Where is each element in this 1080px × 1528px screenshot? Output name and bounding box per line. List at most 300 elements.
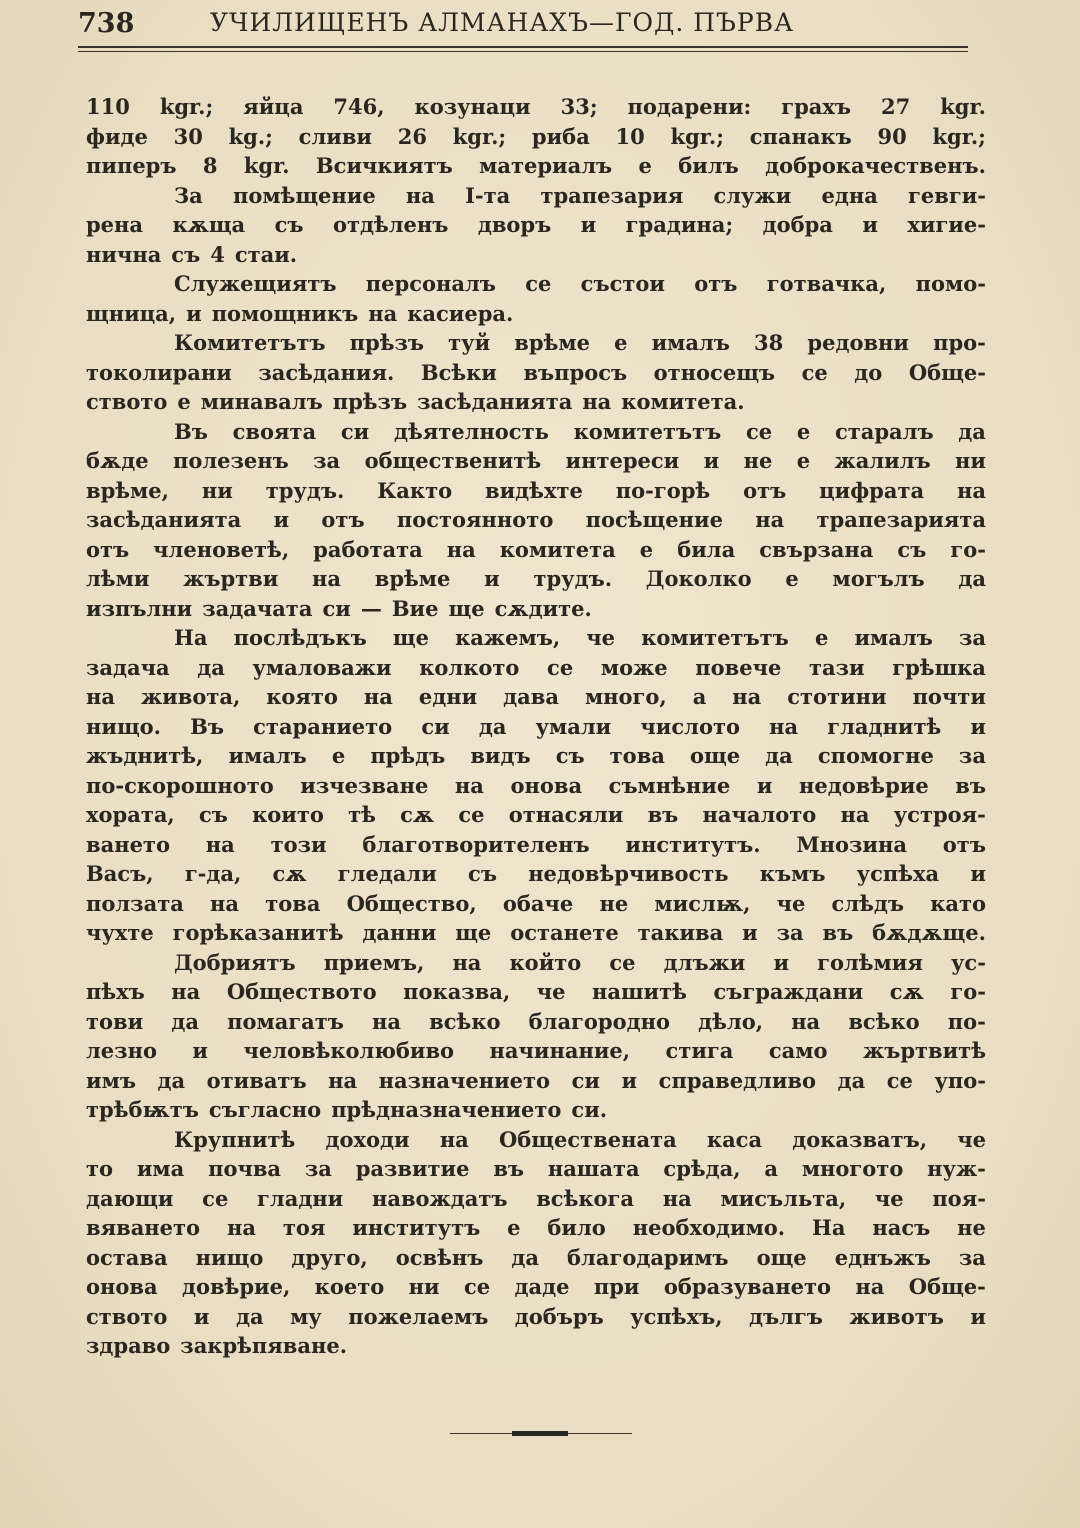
word: които <box>252 802 324 827</box>
word: щница, <box>86 300 177 326</box>
word: ще <box>392 625 429 650</box>
word: гладни <box>257 1185 344 1211</box>
word: и <box>193 1303 210 1329</box>
word: Обществото <box>226 979 377 1004</box>
word: На <box>812 1215 846 1240</box>
word: жъртви <box>183 566 279 591</box>
word: на <box>791 1008 821 1034</box>
word: kgr. <box>243 153 290 178</box>
word: старанието <box>253 713 393 739</box>
word: цифрата <box>819 477 925 503</box>
word: бѫдѫще. <box>872 920 986 945</box>
word: си <box>571 1067 600 1093</box>
text-line <box>86 977 986 1007</box>
word: хората, <box>86 802 175 827</box>
word: успѣха <box>856 861 940 886</box>
word: на <box>840 802 870 827</box>
text-line <box>86 476 986 506</box>
word: kgr.; <box>932 123 986 149</box>
word: помѣщение <box>232 182 376 208</box>
word: при <box>593 1274 640 1299</box>
text-line <box>86 358 986 388</box>
word: е <box>507 1215 521 1240</box>
word: нищо <box>195 1244 264 1270</box>
word: справедливо <box>658 1067 817 1093</box>
word: се <box>886 1067 913 1093</box>
word: и <box>756 772 773 798</box>
word: Обще- <box>908 359 986 385</box>
word: въ <box>647 802 679 827</box>
word: начинание, <box>489 1038 631 1063</box>
text-line <box>86 1066 986 1096</box>
text-line <box>86 1154 986 1184</box>
word: че <box>586 625 616 650</box>
word: институтъ <box>352 1215 481 1240</box>
text-line <box>86 505 986 535</box>
running-head: УЧИЛИЩЕНЪ АЛМАНАХЪ—ГОД. ПЪРВА <box>210 8 795 37</box>
word: трудъ. <box>533 566 613 591</box>
word: да <box>511 1244 539 1270</box>
word: въ <box>493 1156 525 1181</box>
word: гладнитѣ <box>827 713 942 739</box>
end-ornament <box>450 1430 632 1438</box>
word: ни <box>201 477 233 503</box>
word: помощникъ <box>211 300 359 326</box>
word: ще <box>455 920 492 945</box>
word: kg.; <box>228 123 273 149</box>
text-line <box>86 741 986 771</box>
word: слѣдъ <box>831 890 904 916</box>
word: на <box>755 507 785 532</box>
word: друго, <box>291 1244 368 1270</box>
word: съ <box>468 861 497 886</box>
text-line <box>86 269 986 299</box>
text-line <box>86 594 986 624</box>
word: kgr.; <box>159 94 214 119</box>
word: видъ <box>470 743 531 768</box>
word: отъ <box>694 271 738 296</box>
word: на <box>582 389 612 414</box>
word: съ <box>171 241 201 267</box>
word: отъ <box>743 477 787 503</box>
word: на <box>732 684 762 709</box>
word: ството <box>86 389 168 414</box>
word: да <box>235 1303 264 1329</box>
word: не <box>743 448 773 473</box>
word: благородно <box>528 1008 671 1034</box>
word: да <box>765 743 793 768</box>
word: който <box>509 949 582 975</box>
word: ималъ <box>228 743 307 768</box>
word: съграждани <box>713 979 864 1004</box>
word: еднъжъ <box>834 1244 931 1270</box>
word: Крупнитѣ <box>174 1126 296 1152</box>
word: навождатъ <box>371 1185 508 1211</box>
text-line <box>86 328 986 358</box>
word: горѣказанитѣ <box>172 920 344 945</box>
word: назначението <box>378 1067 551 1093</box>
word: е <box>796 448 811 473</box>
text-line <box>86 240 986 270</box>
word: фиде <box>86 123 148 149</box>
word: почти <box>912 684 986 709</box>
word: 10 <box>615 123 645 149</box>
word: обаче <box>502 890 574 916</box>
word: и <box>192 1038 208 1063</box>
text-line <box>86 1095 986 1125</box>
word: отъ <box>942 831 986 857</box>
word: устроя- <box>893 802 986 827</box>
word: упо- <box>934 1067 986 1093</box>
word: не <box>599 890 629 916</box>
word: гледали <box>337 861 437 886</box>
word: Обще- <box>908 1274 986 1299</box>
word: послѣдъкъ <box>233 625 367 650</box>
text-line <box>86 682 986 712</box>
word: го- <box>950 536 986 562</box>
word: — <box>360 595 382 621</box>
word: образуването <box>663 1274 832 1299</box>
word: отъ <box>321 507 365 532</box>
word: показва, <box>403 979 511 1004</box>
word: а <box>764 1156 778 1181</box>
word: градина; <box>625 212 734 237</box>
word: се <box>609 949 636 975</box>
word: живота, <box>140 684 241 709</box>
text-line <box>86 535 986 565</box>
word: сѫ <box>400 802 435 827</box>
text-line <box>86 771 986 801</box>
body-text <box>86 92 986 1361</box>
word: на <box>86 684 115 709</box>
text-line <box>86 712 986 742</box>
text-line <box>86 564 986 594</box>
word: стотини <box>787 684 887 709</box>
word: грахъ <box>781 94 852 119</box>
word: поя- <box>932 1185 986 1211</box>
word: На <box>174 625 208 650</box>
text-line <box>86 1007 986 1037</box>
word: трапезарията <box>816 507 986 532</box>
word: на <box>439 1126 469 1152</box>
word: само <box>768 1038 828 1063</box>
word: 30 <box>173 123 203 149</box>
word: тоя <box>282 1215 326 1240</box>
word: I-та <box>465 182 511 208</box>
word: и <box>862 212 878 237</box>
word: на <box>855 1274 885 1299</box>
word: и <box>970 861 986 886</box>
word: изчезване <box>300 772 429 798</box>
word: се <box>801 359 828 385</box>
word: била <box>677 536 736 562</box>
word: институтъ. <box>625 831 761 857</box>
word: за <box>958 625 986 650</box>
word: врѣме, <box>86 477 169 503</box>
word: трудъ. <box>265 477 345 503</box>
word: необходимо. <box>632 1215 786 1240</box>
word: вяването <box>86 1215 201 1240</box>
text-line <box>86 1184 986 1214</box>
text-line <box>86 1331 986 1361</box>
word: има <box>136 1156 185 1181</box>
word: въ <box>822 920 854 945</box>
word: жъртвитѣ <box>863 1038 986 1063</box>
word: отнасяли <box>508 802 624 827</box>
word: старалъ <box>834 418 934 444</box>
word: въ <box>955 772 986 798</box>
word: имъ <box>86 1067 136 1093</box>
word: че <box>776 890 806 916</box>
word: добра <box>762 212 833 237</box>
word: дѣятелность <box>393 418 549 444</box>
word: интереси <box>565 448 680 473</box>
word: то <box>86 1156 114 1181</box>
word: това <box>609 743 665 768</box>
word: бѫде <box>86 448 149 473</box>
word: персоналъ <box>365 271 496 296</box>
word: 110 <box>86 94 130 119</box>
word: и <box>580 212 597 237</box>
word: още <box>689 743 741 768</box>
word: почва <box>208 1156 282 1181</box>
word: тови <box>86 1008 144 1034</box>
word: доказватъ, <box>792 1126 928 1152</box>
word: ването <box>86 831 170 857</box>
word: засѣданията <box>86 507 242 532</box>
word: даде <box>514 1274 570 1299</box>
word: и <box>970 713 986 739</box>
word: тази <box>809 654 865 680</box>
word: спанакъ <box>749 123 852 149</box>
word: человѣколюбиво <box>243 1038 455 1063</box>
word: пѣхъ <box>86 979 145 1004</box>
word: помо- <box>915 271 986 296</box>
word: кажемъ, <box>455 625 561 650</box>
word: за <box>776 920 804 945</box>
word: пожелаемъ <box>348 1303 489 1329</box>
text-line <box>86 653 986 683</box>
word: закрѣпяване. <box>180 1333 348 1358</box>
word: kgr.; <box>670 123 724 149</box>
word: за <box>313 448 341 473</box>
word: е <box>785 566 799 591</box>
word: изпълни <box>86 595 193 621</box>
word: и <box>621 1067 638 1093</box>
text-line <box>86 859 986 889</box>
word: онова <box>510 772 583 798</box>
word: успѣхъ, <box>630 1303 723 1329</box>
word: а <box>692 684 707 709</box>
word: 90 <box>877 123 907 149</box>
word: спомогне <box>817 743 934 768</box>
word: животъ <box>849 1303 944 1329</box>
text-line <box>86 889 986 919</box>
word: подарени: <box>627 94 752 119</box>
word: че <box>957 1126 986 1152</box>
word: г-да, <box>184 861 242 886</box>
word: на <box>452 949 482 975</box>
page-number: 738 <box>78 8 135 39</box>
word: този <box>270 831 327 857</box>
word: редовни <box>807 330 909 355</box>
word: нуж- <box>927 1156 986 1181</box>
word: риба <box>531 123 590 149</box>
word: Всѣки <box>420 359 497 385</box>
word: Общество, <box>346 890 477 916</box>
word: такива <box>637 920 724 945</box>
word: Обществената <box>498 1126 677 1152</box>
word: сливи <box>298 123 372 149</box>
word: стаи. <box>234 241 298 267</box>
word: 746, <box>333 94 385 119</box>
word: добъръ <box>514 1303 604 1329</box>
word: на <box>405 182 435 208</box>
word: на <box>769 713 799 739</box>
word: kgr. <box>940 94 986 119</box>
word: Както <box>377 477 453 503</box>
word: Всичкиятъ <box>315 153 453 178</box>
word: развитие <box>355 1156 470 1181</box>
word: доходи <box>325 1126 410 1152</box>
word: по- <box>947 1008 986 1034</box>
word: грѣшка <box>892 654 986 680</box>
word: е <box>614 330 628 355</box>
word: началото <box>702 802 817 827</box>
word: е <box>177 389 191 414</box>
word: Васъ, <box>86 861 154 886</box>
text-line <box>86 387 986 417</box>
word: рена <box>86 212 144 237</box>
word: да <box>958 418 986 444</box>
text-line <box>86 299 986 329</box>
word: да <box>958 566 986 591</box>
word: дѣло, <box>698 1008 764 1034</box>
text-line <box>86 830 986 860</box>
word: състои <box>580 271 665 296</box>
word: си. <box>571 1097 608 1122</box>
word: касиера. <box>407 300 514 326</box>
word: не <box>957 1215 986 1240</box>
word: повече <box>695 654 782 680</box>
word: на <box>171 979 201 1004</box>
word: сѫдите. <box>494 595 592 621</box>
word: материалъ <box>479 153 613 178</box>
word: съ <box>274 212 304 237</box>
word: За <box>174 182 203 208</box>
word: нищо. <box>86 713 161 739</box>
word: до <box>854 359 883 385</box>
text-line <box>86 122 986 152</box>
word: на <box>368 300 398 326</box>
word: насъ <box>872 1215 931 1240</box>
word: и <box>773 949 790 975</box>
word: билъ <box>678 153 739 178</box>
word: относещъ <box>653 359 776 385</box>
word: 33; <box>560 94 598 119</box>
word: задачата <box>202 595 313 621</box>
word: Мнозина <box>796 831 907 857</box>
word: колкото <box>419 654 520 680</box>
word: свързана <box>759 536 874 562</box>
word: на <box>454 772 484 798</box>
word: 26 <box>397 123 427 149</box>
word: данни <box>362 920 437 945</box>
text-line <box>86 210 986 240</box>
word: туй <box>448 330 491 355</box>
word: отъ <box>86 536 130 562</box>
word: общественитѣ <box>364 448 542 473</box>
word: жъднитѣ, <box>86 743 204 768</box>
word: комитетътъ <box>641 625 789 650</box>
word: ще <box>448 595 485 621</box>
word: дающи <box>86 1185 174 1211</box>
word: го- <box>950 979 986 1004</box>
word: на <box>956 477 986 503</box>
word: се <box>525 271 552 296</box>
word: нична <box>86 241 162 267</box>
word: е <box>638 153 652 178</box>
word: да <box>157 1067 186 1093</box>
text-line <box>86 151 986 181</box>
word: е <box>639 536 654 562</box>
word: яйца <box>243 94 304 119</box>
word: каса <box>706 1126 763 1152</box>
word: на <box>312 566 342 591</box>
word: което <box>314 1274 385 1299</box>
word: комитета. <box>621 389 745 414</box>
word: съмнѣние <box>608 772 731 798</box>
text-line <box>86 417 986 447</box>
word: хигие- <box>907 212 986 237</box>
word: че <box>874 1185 904 1211</box>
word: дългъ <box>749 1303 823 1329</box>
word: освѣнъ <box>395 1244 484 1270</box>
word: трѣбѭтъ <box>86 1097 199 1122</box>
word: козунаци <box>414 94 531 119</box>
text-line <box>86 1036 986 1066</box>
word: лезно <box>86 1038 157 1063</box>
word: доброкачественъ. <box>765 153 986 178</box>
word: засѣдания. <box>258 359 395 385</box>
word: е <box>796 418 811 444</box>
word: остава <box>86 1244 168 1270</box>
word: здраво <box>86 1333 171 1358</box>
word: и <box>273 507 290 532</box>
word: про- <box>933 330 986 355</box>
text-line <box>86 948 986 978</box>
word: по-горѣ <box>615 477 711 503</box>
word: онова <box>86 1274 158 1299</box>
word: кѫща <box>172 212 246 237</box>
word: отиватъ <box>206 1067 307 1093</box>
word: Добриятъ <box>174 949 296 975</box>
word: приемъ, <box>323 949 425 975</box>
word: на <box>446 536 476 562</box>
text-line <box>86 1243 986 1273</box>
word: задача <box>86 654 170 680</box>
word: на <box>328 1067 358 1093</box>
text-line <box>86 446 986 476</box>
word: и <box>703 448 720 473</box>
word: гевги- <box>908 182 986 208</box>
text-line <box>86 623 986 653</box>
word: съ <box>555 743 585 768</box>
word: нашата <box>547 1156 640 1181</box>
word: Доколко <box>645 566 752 591</box>
word: посѣщение <box>585 507 723 532</box>
text-line <box>86 1213 986 1243</box>
